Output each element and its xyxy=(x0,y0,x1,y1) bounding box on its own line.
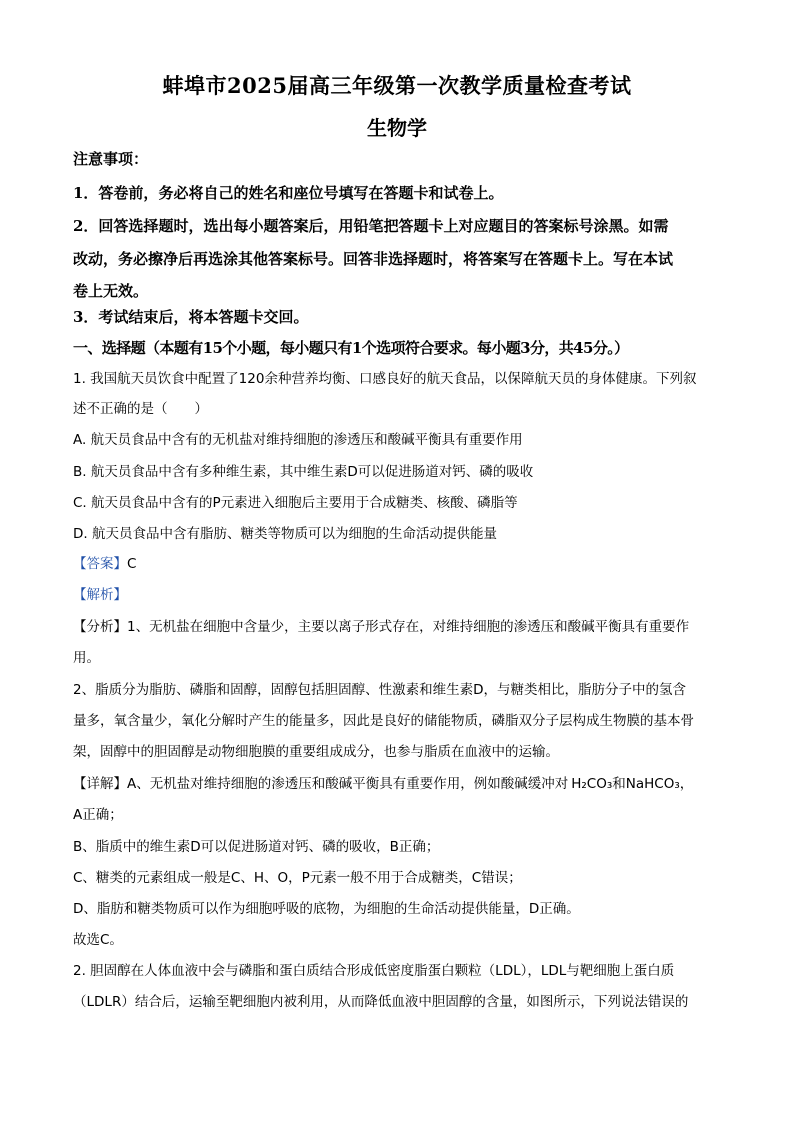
note-1: 1．答卷前，务必将自己的姓名和座位号填写在答题卡和试卷上。 xyxy=(73,184,504,202)
answer-value: C xyxy=(127,556,137,572)
q1-option-a: A. 航天员食品中含有的无机盐对维持细胞的渗透压和酸碱平衡具有重要作用 xyxy=(73,432,523,448)
comma: ， xyxy=(679,776,694,792)
q2-stem-line-2: （LDLR）结合后，运输至靶细胞内被利用，从而降低血液中胆固醇的含量，如图所示，下列说法错误的 xyxy=(73,994,689,1010)
detail-tag: 【详解】 xyxy=(73,776,127,792)
q1-option-b: B. 航天员食品中含有多种维生素，其中维生素D可以促进肠道对钙、磷的吸收 xyxy=(73,464,534,480)
q1-option-d: D. 航天员食品中含有脂肪、糖类等物质可以为细胞的生命活动提供能量 xyxy=(73,526,497,542)
subject-title: 生物学 xyxy=(367,116,427,140)
detail-text: A、无机盐对维持细胞的渗透压和酸碱平衡具有重要作用，例如酸碱缓冲对 xyxy=(127,776,569,792)
analysis-para-2-line-3: 架，固醇中的胆固醇是动物细胞膜的重要组成成分，也参与脂质在血液中的运输。 xyxy=(73,744,559,760)
formula-h2co3: H₂CO₃ xyxy=(571,776,613,792)
detail-line-a-2: A正确； xyxy=(73,807,123,823)
q1-stem-line-2: 述不正确的是（ ） xyxy=(73,401,208,417)
detail-line-a-1 xyxy=(73,769,738,800)
detail-line-d: D、脂肪和糖类物质可以作为细胞呼吸的底物，为细胞的生命活动提供能量，D正确。 xyxy=(73,901,580,917)
section-heading: 一、选择题（本题有15个小题，每小题只有1个选项符合要求。每小题3分，共45分。） xyxy=(73,339,629,357)
note-2-line-3: 卷上无效。 xyxy=(73,282,149,300)
q1-option-c: C. 航天员食品中含有的P元素进入细胞后主要用于合成糖类、核酸、磷脂等 xyxy=(73,495,518,511)
note-2-line-1: 2．回答选择题时，选出每小题答案后，用铅笔把答题卡上对应题目的答案标号涂黑。如需 xyxy=(73,217,669,235)
analysis-para-2-line-1: 2、脂质分为脂肪、磷脂和固醇，固醇包括胆固醇、性激素和维生素D，与糖类相比，脂肪分子中的氢含 xyxy=(73,682,686,698)
note-3: 3．考试结束后，将本答题卡交回。 xyxy=(73,308,309,326)
analysis-text: 1、无机盐在细胞中含量少，主要以离子形式存在，对维持细胞的渗透压和酸碱平衡具有重要作 xyxy=(127,619,690,635)
answer-tag: 【答案】 xyxy=(73,556,127,572)
and-word: 和 xyxy=(612,776,626,792)
detail-line-c: C、糖类的元素组成一般是C、H、O，P元素一般不用于合成糖类，C错误； xyxy=(73,870,522,886)
analysis-tag: 【解析】 xyxy=(73,587,127,603)
notes-heading: 注意事项： xyxy=(73,150,149,168)
analysis-para-1-line-2: 用。 xyxy=(73,650,100,666)
analysis-para-1-line-1 xyxy=(73,612,723,643)
note-2-line-2: 改动，务必擦净后再选涂其他答案标号。回答非选择题时，将答案写在答题卡上。写在本试 xyxy=(73,250,674,268)
q2-stem-line-1: 2. 胆固醇在人体血液中会与磷脂和蛋白质结合形成低密度脂蛋白颗粒（LDL），LDL与靶细胞上蛋白质 xyxy=(73,963,675,979)
analysis-para-2-line-2: 量多，氧含量少，氧化分解时产生的能量多，因此是良好的储能物质，磷脂双分子层构成生物膜的基本骨 xyxy=(73,713,694,729)
q1-answer-line xyxy=(73,549,723,580)
analysis-subtag: 【分析】 xyxy=(73,619,127,635)
detail-line-b: B、脂质中的维生素D可以促进肠道对钙、磷的吸收，B正确； xyxy=(73,839,440,855)
q1-stem-line-1: 1. 我国航天员饮食中配置了120余种营养均衡、口感良好的航天食品，以保障航天员的身体健康。下列叙 xyxy=(73,371,697,387)
exam-title: 蚌埠市2025届高三年级第一次教学质量检查考试 xyxy=(162,73,632,98)
formula-nahco3: NaHCO₃ xyxy=(625,776,680,792)
q1-conclusion: 故选C。 xyxy=(73,932,123,948)
